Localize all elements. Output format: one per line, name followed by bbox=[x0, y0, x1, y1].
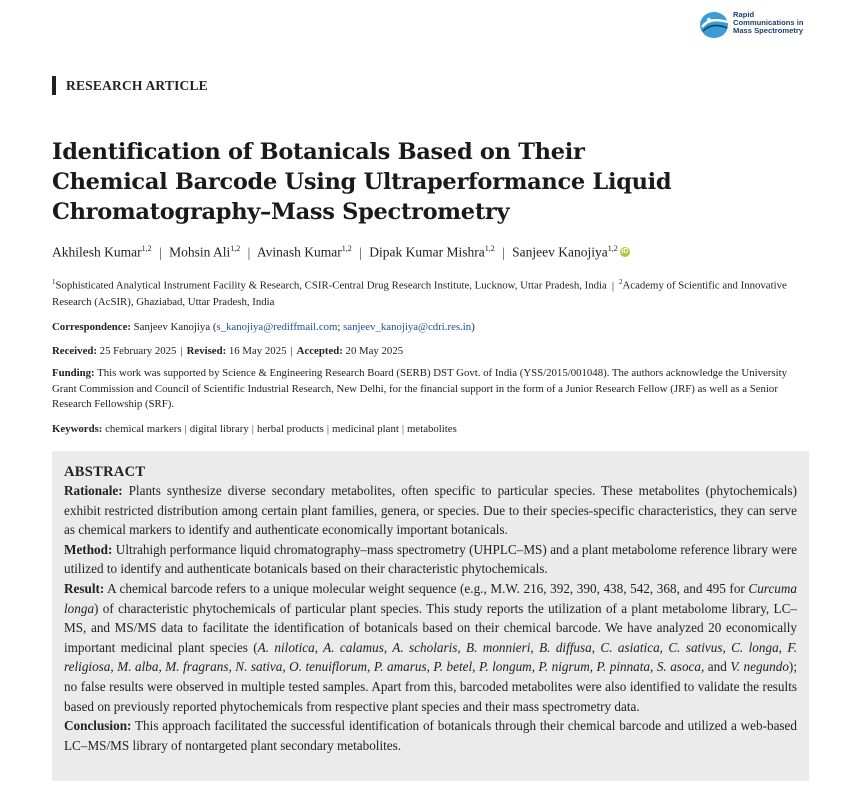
author-name[interactable]: Mohsin Ali bbox=[169, 244, 231, 260]
revised-date: 16 May 2025 bbox=[228, 345, 287, 357]
result-label: Result: bbox=[64, 580, 105, 596]
result-plant: V. negundo bbox=[730, 659, 789, 675]
accepted-date: 20 May 2025 bbox=[345, 345, 404, 357]
keyword-separator: | bbox=[326, 423, 329, 435]
abstract-method bbox=[64, 540, 797, 579]
author-name[interactable]: Dipak Kumar Mishra bbox=[369, 244, 485, 260]
accepted-label: Accepted: bbox=[296, 345, 343, 357]
correspondence-name: Sanjeev Kanojiya ( bbox=[133, 321, 217, 333]
author-affiliation-marker: 1,2 bbox=[341, 244, 352, 253]
method-label: Method: bbox=[64, 541, 113, 557]
article-title bbox=[52, 137, 752, 227]
affiliations bbox=[52, 274, 812, 310]
result-text: ); no false results were observed in multiple tested samples. Apart from this, barcoded metabolites were also identified to validate the results based on previously reported phytochemicals from respective plant species and their mass spectrometry data. bbox=[64, 659, 797, 714]
rationale-text: Plants synthesize diverse secondary metabolites, often specific to particular species. These metabolites (phytochemicals) exhibit restricted distribution among certain plant families, genera, or species. Due to their species-specific characteristics, they can serve as chemical markers to identify and authenticate economically important botanicals. bbox=[64, 483, 797, 538]
keyword-separator: | bbox=[184, 423, 187, 435]
keyword[interactable]: digital library bbox=[189, 423, 249, 435]
journal-name-line: Rapid bbox=[733, 10, 755, 19]
conclusion-text: This approach facilitated the successful identification of botanicals through their chemical barcode and utilized a web-based LC–MS/MS library of nontargeted plant secondary metabolites. bbox=[64, 718, 798, 753]
result-species: Curcuma longa bbox=[64, 580, 798, 616]
title-line: Chromatography–Mass Spectrometry bbox=[52, 199, 510, 225]
journal-logo-icon bbox=[699, 10, 731, 40]
received-label: Received: bbox=[52, 345, 97, 357]
result-text: ) of characteristic phytochemicals of particular plant species. This study reports the utilization of a plant metabolome library, LC–MS, and MS/MS data to facilitate the identification of botanicals based on their chemical barcode. We have analyzed 20 economically important medicinal plant species ( bbox=[64, 600, 797, 655]
abstract-result bbox=[64, 579, 797, 716]
author-separator: | bbox=[359, 244, 362, 260]
result-text: A chemical barcode refers to a unique molecular weight sequence (e.g., M.W. 216, 392, 390, 438, 542, 368, and 495 for bbox=[107, 580, 745, 596]
author-affiliation-marker: 1,2 bbox=[141, 244, 152, 253]
journal-name-line: Mass Spectrometry bbox=[733, 26, 804, 36]
keywords bbox=[52, 421, 457, 437]
affiliation-marker: 2 bbox=[618, 278, 623, 286]
keyword-separator: | bbox=[401, 423, 405, 435]
method-text: Ultrahigh performance liquid chromatography–mass spectrometry (UHPLC–MS) and a plant metabolome reference library were utilized to identify and authenticate botanicals based on their characteristic phytochemicals. bbox=[64, 541, 797, 577]
correspondence bbox=[52, 319, 475, 335]
abstract-box bbox=[52, 451, 809, 781]
keyword-separator: | bbox=[251, 423, 254, 435]
author-name[interactable]: Akhilesh Kumar bbox=[52, 244, 142, 260]
author-separator: | bbox=[502, 244, 505, 260]
title-line: Chemical Barcode Using Ultraperformance Liquid bbox=[52, 169, 672, 195]
affiliation-text: Academy of Scientific and Innovative Research (AcSIR), Ghaziabad, Uttar Pradesh, India bbox=[52, 279, 787, 308]
journal-name-line: Communications in bbox=[733, 18, 804, 28]
author-affiliation-marker: 1,2 bbox=[230, 244, 241, 253]
author-list bbox=[52, 240, 630, 262]
result-text: and bbox=[704, 659, 731, 675]
conclusion-label: Conclusion: bbox=[64, 718, 132, 734]
received-date: 25 February 2025 bbox=[99, 345, 177, 357]
rationale-label: Rationale: bbox=[64, 483, 123, 498]
orcid-icon[interactable]: iD bbox=[621, 247, 629, 255]
author-separator: | bbox=[158, 244, 162, 260]
keywords-label: Keywords: bbox=[52, 423, 103, 435]
keyword[interactable]: medicinal plant bbox=[332, 423, 399, 435]
correspondence-close: ) bbox=[471, 321, 475, 333]
title-line: Identification of Botanicals Based on Their bbox=[52, 139, 585, 165]
funding-label: Funding: bbox=[52, 367, 95, 379]
email-separator: ; bbox=[337, 321, 344, 333]
journal-name bbox=[733, 11, 803, 36]
author-affiliation-marker: 1,2 bbox=[607, 244, 618, 253]
keyword[interactable]: chemical markers bbox=[105, 423, 182, 435]
date-separator: | bbox=[290, 345, 293, 357]
keyword[interactable]: metabolites bbox=[407, 423, 457, 435]
article-type-label: RESEARCH ARTICLE bbox=[52, 76, 208, 95]
abstract-rationale bbox=[64, 481, 797, 540]
author-affiliation-marker: 1,2 bbox=[484, 244, 495, 253]
author-name[interactable]: Sanjeev Kanojiya bbox=[512, 244, 608, 260]
article-dates bbox=[52, 343, 403, 359]
affiliation-marker: 1 bbox=[52, 278, 56, 286]
result-plant-list: A. nilotica, A. calamus, A. scholaris, B. monnieri, B. diffusa, C. asiatica, C. sativus, C. longa, F. religiosa, M. alba, M. fragrans, N. sativa, O. tenuiflorum, P. amarus, P. betel, P. longum, P. nigrum, P. pinnata, S. asoca, bbox=[64, 639, 797, 675]
author-separator: | bbox=[247, 244, 251, 260]
keyword[interactable]: herbal products bbox=[256, 423, 324, 435]
journal-logo[interactable] bbox=[699, 10, 819, 42]
revised-label: Revised: bbox=[186, 345, 227, 357]
abstract-conclusion bbox=[64, 716, 797, 755]
author-name[interactable]: Avinash Kumar bbox=[256, 244, 342, 260]
funding-statement bbox=[52, 366, 812, 413]
funding-text: This work was supported by Science & Engineering Research Board (SERB) DST Govt. of India (YSS/2015/001048). The authors acknowledge the University Grant Commission and Council of Scientific Industrial Research, New Delhi, for the financial support in the form of a Junior Research Fellow (JRF) as well as a Senior Research Fellowship (SRF). bbox=[52, 367, 788, 410]
correspondence-label: Correspondence: bbox=[52, 321, 131, 333]
email-link[interactable]: s_kanojiya@rediffmail.com bbox=[216, 321, 338, 333]
affiliation-text: Sophisticated Analytical Instrument Facility & Research, CSIR-Central Drug Research Institute, Lucknow, Uttar Pradesh, India bbox=[55, 279, 607, 292]
date-separator: | bbox=[180, 345, 183, 357]
abstract-heading: ABSTRACT bbox=[64, 464, 146, 480]
email-link[interactable]: sanjeev_kanojiya@cdri.res.in bbox=[343, 321, 472, 333]
affiliation-separator: | bbox=[611, 279, 614, 292]
